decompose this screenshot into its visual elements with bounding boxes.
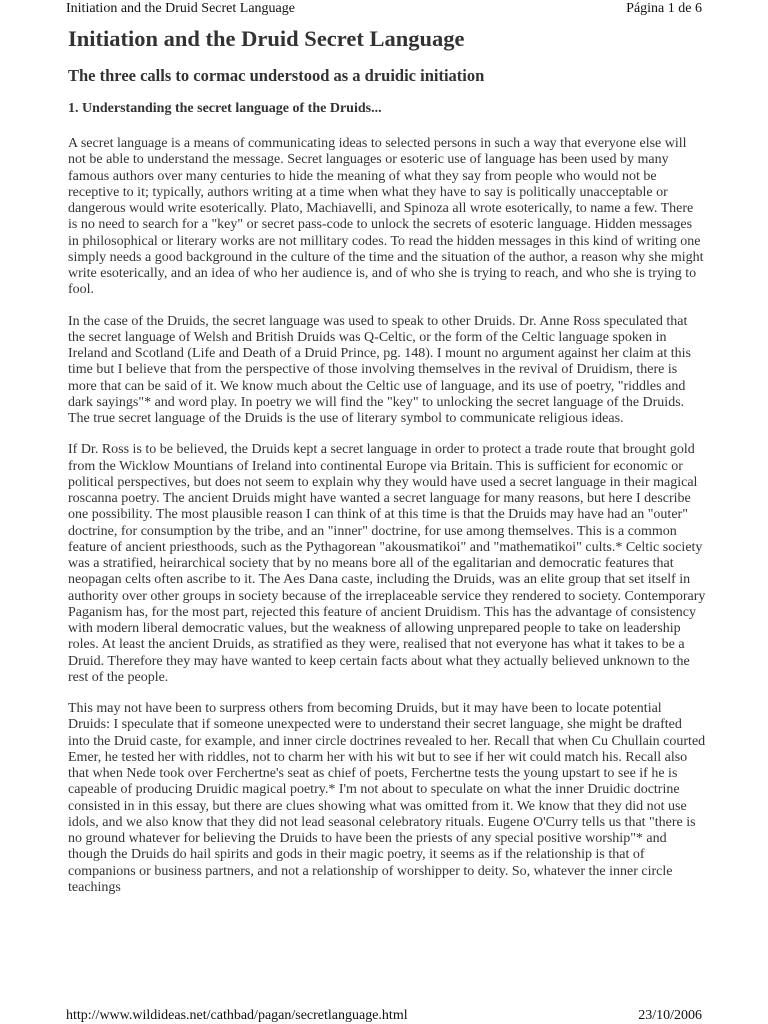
paragraph-4: This may not have been to surpress others from becoming Druids, but it may have been to locate potential Druids: I speculate that if someone unexpected were to understand their secret language, she might be drafted into the Druid caste, for example, and inner circle doctrines revealed to her. Recall that when Cu Chullain courted Emer, he tested her with riddles, not to charm her with his wit but to see if her wit could match his. Recall also that when Nede took over Ferchertne's seat as chief of poets, Ferchertne tests the young upstart to see if he is capeable of producing Druidic magical poetry.* I'm not about to speculate on what the inner Druidic doctrine consisted in in this essay, but there are clues showing what was omitted from it. We know that they did not use idols, and we also know that they did not lead seasonal celebratory rituals. Eugene O'Curry tells us that "there is no ground whatever for believing the Druids to have been the priests of any special positive worship"* and though the Druids do hail spirits and gods in their magic poetry, it seems as if the relationship is that of companions or business partners, and not a relationship of worshipper to deity. So, whatever the inner circle teachings [68, 701, 706, 895]
article-subtitle: The three calls to cormac understood as a druidic initiation [68, 66, 485, 85]
footer-date: 23/10/2006 [638, 1008, 702, 1023]
header-document-title: Initiation and the Druid Secret Language [66, 1, 295, 16]
paragraph-3: If Dr. Ross is to be believed, the Druids kept a secret language in order to protect a trade route that brought gold from the Wicklow Mountians of Ireland into continental Europe via Britain. This is sufficient for economic or political perspectives, but does not seem to explain why they would have used a secret language in their magical roscanna poetry. The ancient Druids might have wanted a secret language for many reasons, but here I describe one possibility. The most plausible reason I can think of at this time is that the Druids may have had an "outer" doctrine, for consumption by the tribe, and an "inner" doctrine, for use among themselves. This is a common feature of ancient priesthoods, such as the Pythagorean "akousmatikoi" and "mathematikoi" cults.* Celtic society was a stratified, heirarchical society that by no means bore all of the egalitarian and democratic features that neopagan celts often ascribe to it. The Aes Dana caste, including the Druids, was an elite group that set itself in authority over other groups in society because of the irreplaceable service they rendered to society. Contemporary Paganism has, for the most part, rejected this feature of ancient Druidism. This has the advantage of consistency with modern liberal democratic values, but the weakness of allowing unprepared people to take on leadership roles. At least the ancient Druids, as stratified as they were, realised that not everyone has what it takes to be a Druid. Therefore they may have wanted to keep certain facts about what they actually believed unknown to the rest of the people. [68, 442, 706, 685]
article [68, 22, 706, 994]
footer-url: http://www.wildideas.net/cathbad/pagan/secretlanguage.html [66, 1008, 408, 1023]
paragraph-1: A secret language is a means of communicating ideas to selected persons in such a way that everyone else will not be able to understand the message. Secret languages or esoteric use of language has been used by many famous authors over many centuries to hide the meaning of what they say from people who would not be receptive to it; typically, authors writing at a time when what they have to say is politically unacceptable or dangerous would write esoterically. Plato, Machiavelli, and Spinoza all wrote esoterically, to name a few. There is no need to search for a "key" or secret pass-code to unlock the secrets of esoteric language. Hidden messages in philosophical or literary works are not millitary codes. To read the hidden messages in this kind of writing one simply needs a good background in the culture of the time and the situation of the author, a reason why she might write esoterically, and an idea of who her audience is, and of who she is trying to reach, and who she is trying to fool. [68, 136, 704, 298]
section-heading: 1. Understanding the secret language of the Druids... [68, 101, 382, 116]
article-title: Initiation and the Druid Secret Language [68, 26, 465, 51]
header-page-number: Página 1 de 6 [626, 1, 702, 16]
paragraph-2: In the case of the Druids, the secret language was used to speak to other Druids. Dr. Anne Ross speculated that the secret language of Welsh and British Druids was Q-Celtic, or the form of the Celtic language spoken in Ireland and Scotland (Life and Death of a Druid Prince, pg. 148). I mount no argument against her claim at this time but I believe that from the perspective of those involving themselves in the revival of Druidism, there is more that can be said of it. We know much about the Celtic use of language, and its use of poetry, "riddles and dark sayings"* and word play. In poetry we will find the "key" to unlocking the secret language of the Druids. The true secret language of the Druids is the use of literary symbol to communicate religious ideas. [68, 313, 691, 426]
page-footer [66, 1004, 702, 1024]
running-header [66, 0, 702, 20]
